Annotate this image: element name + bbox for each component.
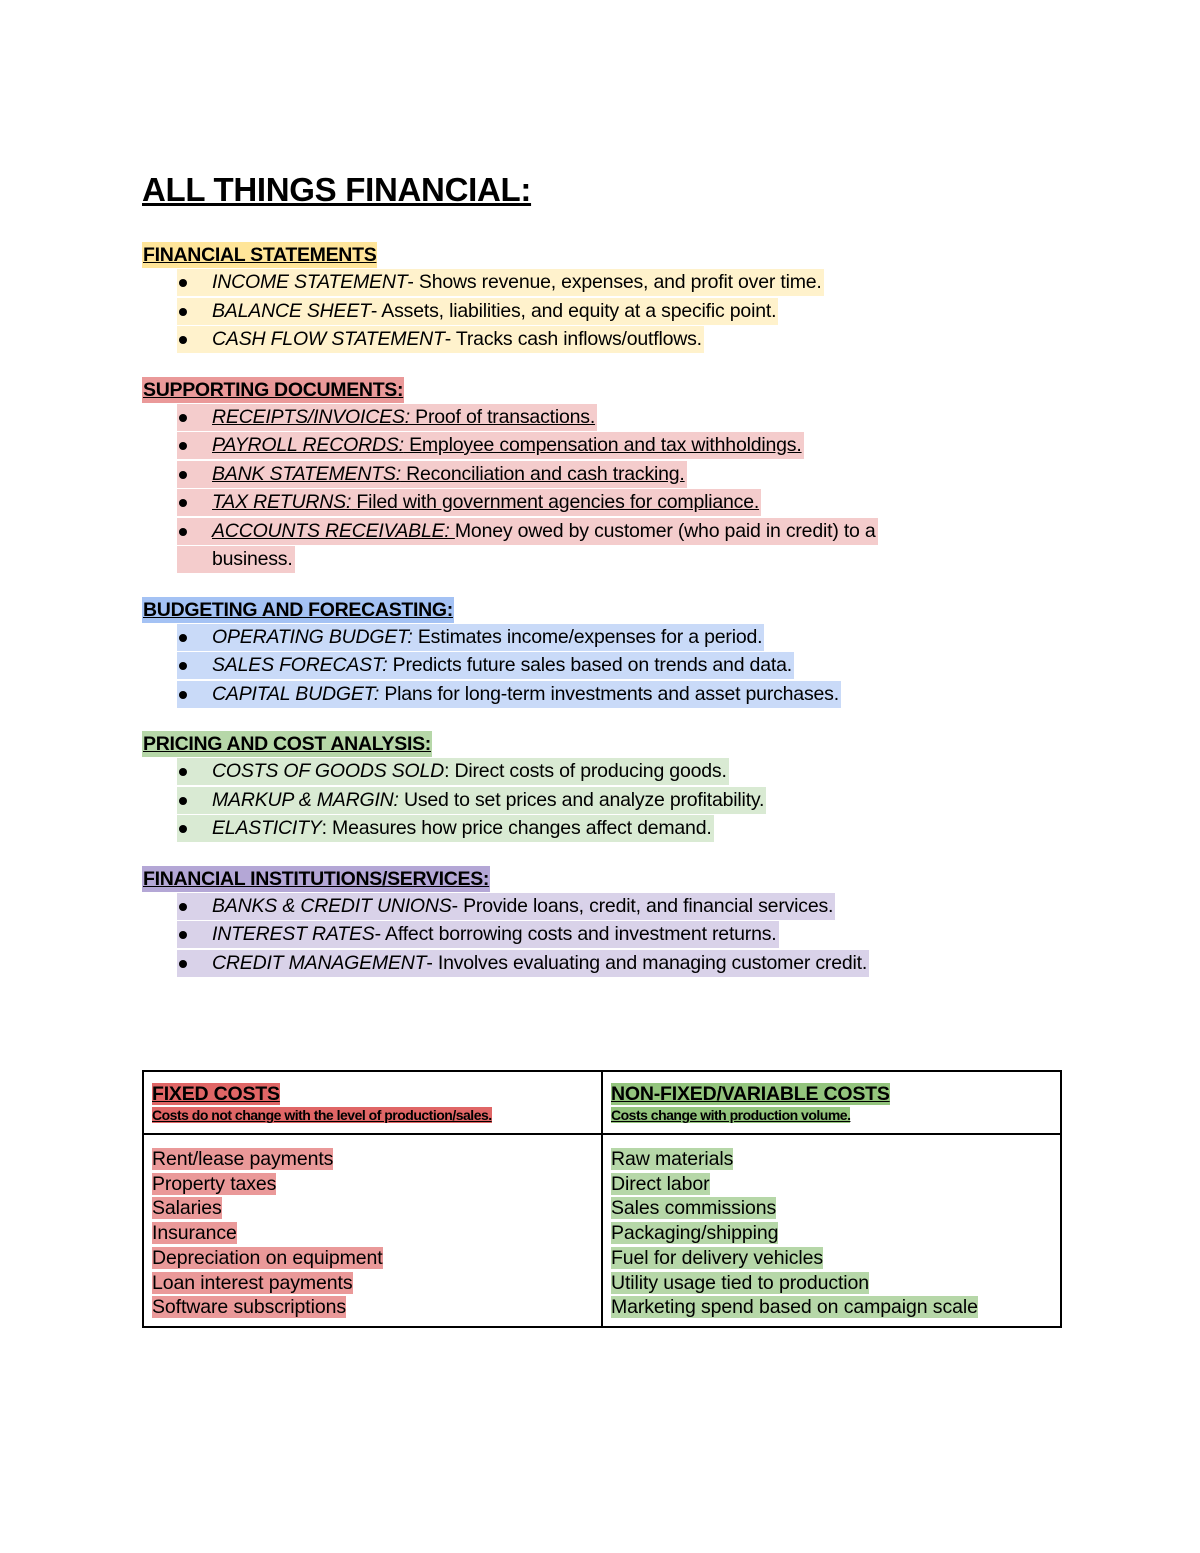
- fixed-costs-subtitle: Costs do not change with the level of production/sales.: [152, 1107, 492, 1123]
- variable-cost-item: Direct labor: [611, 1172, 710, 1195]
- bullet-icon: [179, 414, 187, 422]
- fixed-cost-item: Loan interest payments: [152, 1271, 353, 1294]
- section-heading: FINANCIAL STATEMENTS: [143, 244, 377, 266]
- item-description: - Tracks cash inflows/outflows.: [444, 328, 702, 350]
- item-description: : Measures how price changes affect demand.: [321, 817, 712, 839]
- item-term: PAYROLL RECORDS:: [212, 434, 404, 456]
- list-item: [142, 814, 1062, 843]
- document-page: [142, 168, 1062, 1000]
- list-item: [142, 892, 1062, 921]
- item-description: Plans for long-term investments and asset purchases.: [379, 682, 839, 705]
- list-item: [142, 623, 1062, 652]
- bullet-list: [142, 268, 1062, 354]
- item-description: - Shows revenue, expenses, and profit over time.: [407, 271, 822, 293]
- section-heading: PRICING AND COST ANALYSIS:: [143, 733, 431, 755]
- item-term: OPERATING BUDGET:: [212, 625, 413, 648]
- variable-costs-list: [602, 1134, 1061, 1327]
- bullet-icon: [179, 442, 187, 450]
- bullet-icon: [179, 691, 187, 699]
- item-term: ACCOUNTS RECEIVABLE:: [212, 519, 455, 542]
- bullet-icon: [179, 308, 187, 316]
- table-row: [143, 1134, 1061, 1327]
- fixed-cost-item: Property taxes: [152, 1172, 277, 1195]
- section-supporting-documents: [142, 377, 1062, 574]
- variable-cost-item: Sales commissions: [611, 1197, 777, 1220]
- item-term: BALANCE SHEET: [212, 299, 371, 322]
- fixed-cost-item: Rent/lease payments: [152, 1148, 334, 1170]
- item-description: - Affect borrowing costs and investment returns.: [374, 923, 777, 945]
- fixed-cost-item: Software subscriptions: [152, 1296, 346, 1319]
- item-description: Estimates income/expenses for a period.: [412, 625, 763, 648]
- bullet-icon: [179, 903, 187, 911]
- item-description: Employee compensation and tax withholdings.: [403, 434, 802, 456]
- bullet-icon: [179, 634, 187, 642]
- bullet-icon: [179, 528, 187, 536]
- item-description: : Direct costs of producing goods.: [444, 760, 727, 782]
- item-description: Proof of transactions.: [409, 405, 596, 428]
- fixed-cost-item: Salaries: [152, 1197, 222, 1220]
- list-item: [142, 680, 1062, 709]
- item-description: Filed with government agencies for compliance.: [351, 491, 760, 513]
- variable-cost-item: Raw materials: [611, 1148, 734, 1170]
- item-term: CASH FLOW STATEMENT: [212, 328, 445, 350]
- item-term: BANKS & CREDIT UNIONS: [212, 894, 452, 917]
- item-description: Money owed by customer (who paid in credit) to a business.: [212, 519, 876, 570]
- item-term: SALES FORECAST:: [212, 654, 388, 676]
- bullet-icon: [179, 797, 187, 805]
- list-item: [142, 403, 1062, 432]
- item-term: INTEREST RATES: [212, 923, 375, 945]
- bullet-icon: [179, 662, 187, 670]
- item-description: Used to set prices and analyze profitability.: [398, 788, 765, 811]
- bullet-icon: [179, 825, 187, 833]
- fixed-cost-item: Insurance: [152, 1222, 237, 1245]
- item-description: Predicts future sales based on trends and data.: [387, 654, 792, 676]
- section-pricing-cost-analysis: [142, 731, 1062, 843]
- bullet-icon: [179, 471, 187, 479]
- list-item: [142, 757, 1062, 786]
- item-term: CAPITAL BUDGET:: [212, 682, 380, 705]
- variable-cost-item: Fuel for delivery vehicles: [611, 1246, 823, 1269]
- list-item: [142, 297, 1062, 326]
- list-item: [142, 651, 1062, 680]
- list-item: [142, 431, 1062, 460]
- item-description: Reconciliation and cash tracking.: [400, 462, 685, 485]
- item-term: CREDIT MANAGEMENT: [212, 951, 427, 974]
- bullet-icon: [179, 768, 187, 776]
- section-heading: FINANCIAL INSTITUTIONS/SERVICES:: [143, 867, 490, 890]
- variable-cost-item: Packaging/shipping: [611, 1222, 779, 1245]
- list-item: [142, 949, 1062, 978]
- bullet-icon: [179, 279, 187, 287]
- list-item: [142, 268, 1062, 297]
- item-term: INCOME STATEMENT: [212, 271, 408, 293]
- variable-costs-title: NON-FIXED/VARIABLE COSTS: [611, 1083, 890, 1105]
- bullet-icon: [179, 499, 187, 507]
- section-heading: SUPPORTING DOCUMENTS:: [143, 378, 404, 401]
- list-item: [142, 488, 1062, 517]
- fixed-cost-item: Depreciation on equipment: [152, 1246, 383, 1269]
- fixed-costs-list: [143, 1134, 602, 1327]
- item-description: - Assets, liabilities, and equity at a specific point.: [370, 299, 777, 322]
- item-term: MARKUP & MARGIN:: [212, 788, 399, 811]
- variable-costs-header-cell: [602, 1071, 1061, 1134]
- item-term: COSTS OF GOODS SOLD: [212, 760, 445, 782]
- item-term: ELASTICITY: [212, 817, 322, 839]
- item-term: BANK STATEMENTS:: [212, 462, 401, 485]
- bullet-list: [142, 623, 1062, 709]
- list-item: [142, 517, 1062, 574]
- item-term: RECEIPTS/INVOICES:: [212, 405, 410, 428]
- page-title: ALL THINGS FINANCIAL:: [142, 171, 532, 208]
- section-financial-institutions: [142, 866, 1062, 978]
- bullet-list: [142, 892, 1062, 978]
- variable-cost-item: Utility usage tied to production: [611, 1271, 870, 1294]
- bullet-list: [142, 757, 1062, 843]
- variable-costs-subtitle: Costs change with production volume.: [611, 1107, 851, 1123]
- fixed-costs-header-cell: [143, 1071, 602, 1134]
- list-item: [142, 786, 1062, 815]
- item-description: - Involves evaluating and managing customer credit.: [426, 951, 868, 974]
- list-item: [142, 325, 1062, 354]
- bullet-icon: [179, 960, 187, 968]
- section-budgeting-forecasting: [142, 597, 1062, 709]
- item-term: TAX RETURNS:: [212, 491, 352, 513]
- bullet-list: [142, 403, 1062, 574]
- fixed-costs-title: FIXED COSTS: [152, 1083, 280, 1105]
- list-item: [142, 460, 1062, 489]
- section-heading: BUDGETING AND FORECASTING:: [143, 598, 453, 621]
- list-item: [142, 920, 1062, 949]
- variable-cost-item: Marketing spend based on campaign scale: [611, 1296, 978, 1319]
- table-header-row: [143, 1071, 1061, 1134]
- item-description: - Provide loans, credit, and financial services.: [451, 894, 834, 917]
- bullet-icon: [179, 336, 187, 344]
- bullet-icon: [179, 931, 187, 939]
- section-financial-statements: [142, 242, 1062, 354]
- costs-table: [142, 1070, 1062, 1328]
